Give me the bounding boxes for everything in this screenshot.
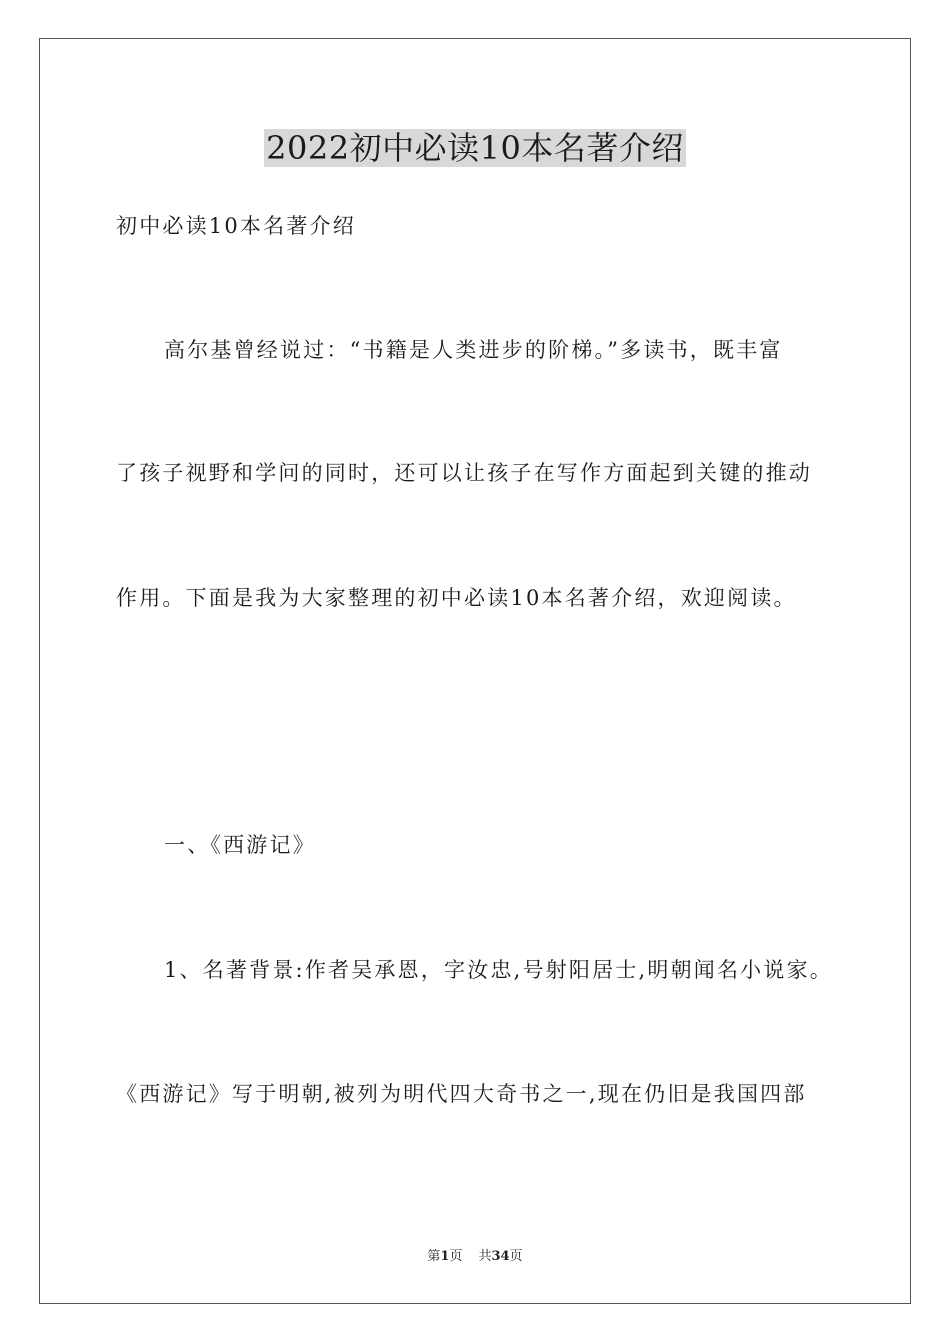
page-footer [0,1248,950,1266]
section-heading-xiyouji: 一、《西游记》 [164,833,316,857]
document-subtitle: 初中必读10本名著介绍 [116,214,356,238]
document-title [0,126,950,170]
paragraph-line-4: 1、名著背景:作者吴承恩，字汝忠,号射阳居士,明朝闻名小说家。 [164,958,833,982]
paragraph-line-1: 高尔基曾经说过：“书籍是人类进步的阶梯。”多读书，既丰富 [164,338,783,362]
footer-page-prefix: 第 [427,1249,441,1264]
paragraph-line-3: 作用。下面是我为大家整理的初中必读10本名著介绍，欢迎阅读。 [116,586,797,610]
footer-page-total: 34 [491,1249,510,1264]
footer-page-current: 1 [440,1249,450,1264]
paragraph-line-2: 了孩子视野和学问的同时，还可以让孩子在写作方面起到关键的推动 [116,461,812,485]
document-title-text: 2022初中必读10本名著介绍 [266,129,684,167]
footer-total-prefix: 共 [478,1249,492,1264]
footer-page-suffix: 页 [449,1249,463,1264]
paragraph-line-5: 《西游记》写于明朝,被列为明代四大奇书之一,现在仍旧是我国四部 [116,1082,807,1106]
footer-total-suffix: 页 [509,1249,523,1264]
